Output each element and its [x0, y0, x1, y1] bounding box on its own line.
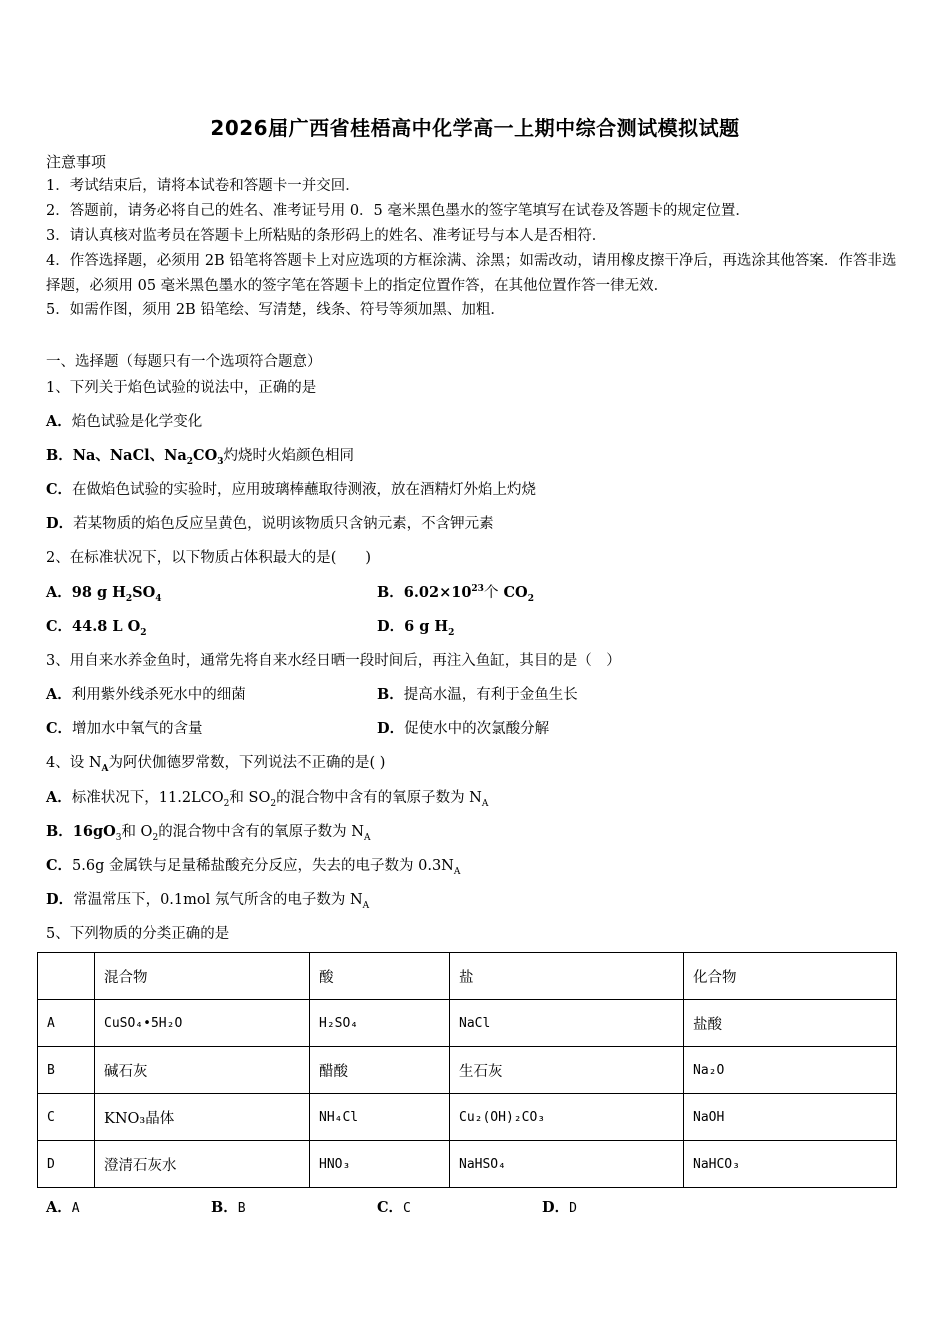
- option-text: SO: [132, 584, 156, 601]
- option-text: 6 g H: [404, 618, 449, 635]
- subscript: A: [363, 832, 371, 843]
- option-label: D．: [377, 618, 405, 635]
- table-cell: Cu₂(OH)₂CO₃: [450, 1094, 684, 1141]
- table-cell: H₂SO₄: [310, 1000, 450, 1047]
- table-cell: Na₂O: [684, 1047, 897, 1094]
- option-text: C: [403, 1201, 411, 1216]
- q4-option-d: [46, 888, 369, 911]
- option-label: C．: [377, 1199, 404, 1216]
- option-text: 焰色试验是化学变化: [71, 414, 203, 430]
- question-5-stem: 5、下列物质的分类正确的是: [46, 926, 230, 942]
- question-4-stem: [46, 751, 385, 774]
- question-1-stem: 1、下列关于焰色试验的说法中，正确的是: [46, 380, 317, 396]
- subscript: 2: [152, 832, 159, 843]
- option-label: B．: [46, 823, 73, 840]
- option-label: D．: [46, 515, 74, 532]
- subscript: 2: [140, 627, 147, 638]
- option-text: 提高水温，有利于金鱼生长: [403, 687, 578, 703]
- notice-heading: 注意事项: [46, 153, 107, 171]
- subscript: 2: [186, 456, 194, 467]
- subscript: 2: [270, 798, 277, 809]
- subscript: 3: [217, 456, 224, 467]
- q3-option-a: [46, 683, 246, 704]
- subscript: 2: [125, 593, 133, 604]
- table-cell: B: [38, 1047, 95, 1094]
- q1-option-d: [46, 512, 494, 533]
- option-text: 个: [483, 585, 499, 601]
- option-text: 44.8 L O: [72, 618, 141, 635]
- option-text: 和 O: [121, 824, 153, 840]
- option-text: A: [71, 1201, 80, 1216]
- option-label: A．: [46, 413, 72, 430]
- table-cell: HNO₃: [310, 1141, 450, 1188]
- option-text: 16gO: [72, 823, 116, 840]
- option-text: 促使水中的次氯酸分解: [404, 721, 550, 737]
- q1-option-c: [46, 478, 536, 499]
- subscript: 2: [527, 593, 534, 604]
- option-text: 标准状况下，11.2LCO: [71, 790, 224, 806]
- option-label: C．: [46, 618, 73, 635]
- option-label: B．: [211, 1199, 238, 1216]
- notice-item-1: 1．考试结束后，请将本试卷和答题卡一并交回．: [46, 178, 360, 194]
- q1-option-a: [46, 410, 202, 431]
- table-cell: KNO₃晶体: [95, 1094, 310, 1141]
- table-cell: 盐酸: [684, 1000, 897, 1047]
- option-label: A．: [46, 789, 72, 806]
- superscript: 23: [471, 584, 484, 595]
- q4-option-b: [46, 820, 370, 843]
- q4-option-c: [46, 854, 460, 877]
- q5-option-b: [211, 1196, 246, 1217]
- option-label: C．: [46, 720, 73, 737]
- table-cell: 澄清石灰水: [95, 1141, 310, 1188]
- option-text: CO: [193, 447, 218, 464]
- option-text: 若某物质的焰色反应呈黄色，说明该物质只含钠元素，不含钾元素: [73, 516, 494, 532]
- subscript: 3: [115, 832, 122, 843]
- q2-option-b: [377, 581, 534, 604]
- q3-option-b: [377, 683, 578, 704]
- table-cell: 生石灰: [450, 1047, 684, 1094]
- table-row: [38, 1000, 897, 1047]
- option-text: CO: [498, 584, 528, 601]
- subscript: A: [453, 866, 461, 877]
- q5-option-a: [46, 1196, 80, 1217]
- question-3-stem: 3、用自来水养金鱼时，通常先将自来水经日晒一段时间后，再注入鱼缸，其目的是（ ）: [46, 653, 621, 669]
- option-label: C．: [46, 857, 73, 874]
- notice-item-4: 4．作答选择题，必须用 2B 铅笔将答题卡上对应选项的方框涂满、涂黑；如需改动，请用橡皮擦干净后，再选涂其他答案．作答非选择题，必须用 05 毫米黑色墨水的签字笔在答题卡上的指定位置作答，在其他位置作答一律无效．: [46, 253, 897, 294]
- option-label: C．: [46, 481, 73, 498]
- question-2-stem: 2、在标准状况下，以下物质占体积最大的是( ): [46, 550, 372, 566]
- table-header-cell: 混合物: [95, 953, 310, 1000]
- q5-option-c: [377, 1196, 411, 1217]
- option-text: D: [569, 1201, 577, 1216]
- table-header-cell: 化合物: [684, 953, 897, 1000]
- q2-option-c: [46, 615, 147, 638]
- option-label: B．: [377, 584, 404, 601]
- option-label: A．: [46, 686, 72, 703]
- subscript: 2: [223, 798, 230, 809]
- table-cell: NaCl: [450, 1000, 684, 1047]
- table-row: [38, 1141, 897, 1188]
- q2-option-d: [377, 615, 454, 638]
- q4-option-a: [46, 786, 488, 809]
- option-text: 常温常压下，0.1mol 氖气所含的电子数为 N: [73, 892, 363, 908]
- option-label: D．: [46, 891, 74, 908]
- table-header-cell: 酸: [310, 953, 450, 1000]
- option-text: 在做焰色试验的实验时，应用玻璃棒蘸取待测液，放在酒精灯外焰上灼烧: [72, 482, 537, 498]
- stem-text: 为阿伏伽德罗常数，下列说法不正确的是( ): [108, 755, 386, 771]
- option-text: 和 SO: [229, 790, 271, 806]
- subscript: 4: [155, 593, 162, 604]
- subscript: A: [101, 763, 109, 774]
- table-header-row: [38, 953, 897, 1000]
- section-heading: 一、选择题（每题只有一个选项符合题意）: [46, 354, 322, 370]
- q1-option-b: [46, 444, 354, 467]
- table-header-cell: 盐: [450, 953, 684, 1000]
- table-cell: NaOH: [684, 1094, 897, 1141]
- option-text: 利用紫外线杀死水中的细菌: [71, 687, 246, 703]
- option-text: 灼烧时火焰颜色相同: [223, 448, 354, 464]
- option-label: B．: [46, 447, 73, 464]
- notice-item-2: 2．答题前，请务必将自己的姓名、准考证号用 0．5 毫米黑色墨水的签字笔填写在试卷及答题卡的规定位置．: [46, 203, 750, 219]
- option-text: 98 g H: [71, 584, 126, 601]
- option-label: A．: [46, 1199, 72, 1216]
- notice-item-3: 3．请认真核对监考员在答题卡上所粘贴的条形码上的姓名、准考证号与本人是否相符．: [46, 228, 607, 244]
- table-cell: NH₄Cl: [310, 1094, 450, 1141]
- q3-option-c: [46, 717, 203, 738]
- q2-option-a: [46, 581, 162, 604]
- q3-option-d: [377, 717, 549, 738]
- table-cell: NaHSO₄: [450, 1141, 684, 1188]
- option-text: 增加水中氧气的含量: [72, 721, 203, 737]
- table-cell: A: [38, 1000, 95, 1047]
- table-cell: 醋酸: [310, 1047, 450, 1094]
- option-text: 5.6g 金属铁与足量稀盐酸充分反应，失去的电子数为 0.3N: [72, 858, 454, 874]
- option-text: Na、NaCl、Na: [72, 447, 187, 464]
- option-label: D．: [542, 1199, 570, 1216]
- option-label: B．: [377, 686, 404, 703]
- page-title: 2026届广西省桂梧高中化学高一上期中综合测试模拟试题: [210, 116, 740, 140]
- subscript: 2: [448, 627, 455, 638]
- table-row: [38, 1047, 897, 1094]
- table-row: [38, 1094, 897, 1141]
- table-cell: 碱石灰: [95, 1047, 310, 1094]
- q5-option-d: [542, 1196, 577, 1217]
- option-text: 6.02×10: [403, 584, 472, 601]
- option-label: A．: [46, 584, 72, 601]
- option-text: B: [237, 1201, 246, 1216]
- classification-table: [37, 952, 897, 1188]
- table-header-cell: [38, 953, 95, 1000]
- option-text: 的混合物中含有的氧原子数为 N: [158, 824, 364, 840]
- stem-text: 4、设 N: [46, 755, 102, 771]
- subscript: A: [481, 798, 489, 809]
- subscript: A: [362, 900, 370, 911]
- table-cell: C: [38, 1094, 95, 1141]
- table-cell: CuSO₄•5H₂O: [95, 1000, 310, 1047]
- notice-item-5: 5．如需作图，须用 2B 铅笔绘、写清楚，线条、符号等须加黑、加粗．: [46, 302, 505, 318]
- table-cell: D: [38, 1141, 95, 1188]
- option-label: D．: [377, 720, 405, 737]
- table-cell: NaHCO₃: [684, 1141, 897, 1188]
- option-text: 的混合物中含有的氧原子数为 N: [276, 790, 482, 806]
